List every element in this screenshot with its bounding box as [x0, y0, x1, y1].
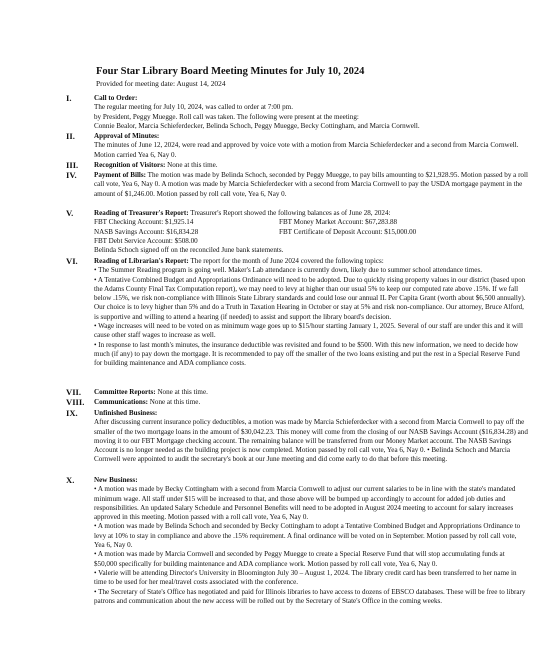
section-recognition-of-visitors — [66, 161, 528, 170]
bullet-item: • A motion was made by Belinda Schoch and seconded by Becky Cottingham to adopt a Tentative Combined Budget and Appropriations Ordinance to levy at 10% to stay in compliance and above the .15% requirement. A final ordinance will be voted on in September. Motion passed by roll call vote, Yea 6, Nay 0. — [94, 522, 521, 550]
section-text: None at this time. — [149, 398, 201, 406]
section-line: by President, Peggy Muegge. Roll call was taken. The following were present at the meeting: — [94, 112, 359, 121]
section-heading: Payment of Bills: — [94, 171, 147, 179]
balance-cell: FBT Debt Service Account: $508.00 — [94, 236, 198, 245]
bullet-item: • In response to last month's minutes, the insurance deductible was revisited and found to be $500. With this new information, we need to decide how much (if any) to pay down the mortgage. It is recommended to pay off the smaller of the two loans existing and put the rest in a Special Reserve Fund for building maintenance and ADA compliance costs. — [94, 340, 520, 368]
section-heading: Recognition of Visitors: — [94, 161, 166, 169]
section-heading: Call to Order: — [94, 94, 138, 102]
section-text: The report for the month of June 2024 covered the following topics: — [190, 257, 384, 265]
bullet-item: • The Summer Reading program is going well. Maker's Lab attendance is currently down, likely due to summer school attendance times. — [94, 266, 482, 275]
bullet-item: • The Secretary of State's Office has negotiated and paid for Illinois libraries to have access to dozens of EBSCO databases. These will be free to library patrons and communication about the new access will be rolled out by the Secretary of State's Office in the coming weeks. — [94, 587, 526, 605]
section-number: VIII. — [66, 397, 85, 407]
balance-cell: FBT Checking Account: $1,925.14 — [94, 218, 194, 227]
bullet-item: • A motion was made by Becky Cottingham with a second from Marcia Cornwell to adjust our current salaries to be in line with the state's mandated minimum wage. All staff under $15 will be increased to that, and those above will be bumped up accordingly to account for added job duties and responsibilities. An updated Salary Schedule and Personnel Benefits will need to be adopted in August 2024 meeting to account for salary increases approved in this meeting. Motion passed with a roll call vote, Yea 6, Nay 0. — [94, 485, 516, 522]
section-text: None at this time. — [167, 161, 218, 169]
section-call-to-order — [66, 94, 528, 131]
section-heading: Reading of Librarian's Report: — [94, 257, 189, 265]
section-text: None at this time. — [157, 388, 208, 396]
section-unfinished-business — [66, 409, 528, 465]
section-number: II. — [66, 131, 75, 141]
section-heading: New Business: — [94, 476, 138, 484]
section-number: VI. — [66, 256, 78, 266]
section-number: I. — [66, 93, 72, 103]
section-text: Treasurer's Report showed the following balances as of June 28, 2024: — [190, 209, 391, 217]
balance-cell — [279, 237, 528, 246]
section-heading: Unfinished Business: — [94, 409, 158, 417]
section-heading: Reading of Treasurer's Report: — [94, 209, 189, 217]
section-line: Connie Bealor, Marcia Schieferdecker, Belinda Schoch, Peggy Muegge, Becky Cottingham, and Marcia Cornwell. — [94, 121, 420, 130]
section-footer: Belinda Schoch signed off on the reconciled June bank statements. — [94, 246, 284, 255]
section-treasurers-report — [66, 209, 528, 255]
section-payment-of-bills — [66, 171, 528, 199]
section-new-business — [66, 476, 528, 606]
section-text: The minutes of June 12, 2024, were read and approved by voice vote with a motion from Marcia Schieferdecker and a second from Marcia Cornwell. Motion carried Yea 6, Nay 0. — [94, 141, 519, 159]
section-text: The motion was made by Belinda Schoch, seconded by Peggy Muegge, to pay bills amounting to $21,928.95. Motion passed by a roll call vote, Yea 6, Nay 0. A motion was made by Marcia Schieferdecker with a second from Marcia Cornwell to pay the USDA mortgage payment in the amount of $1,246.00. Motion passed by roll call vote, Yea 6, Nay 0. — [94, 171, 528, 198]
balances-table — [94, 218, 528, 246]
document-subtitle: Provided for meeting date: August 14, 2024 — [96, 79, 226, 88]
section-number: IX. — [66, 408, 78, 418]
section-number: V. — [66, 208, 74, 218]
balance-cell: NASB Savings Account: $16,834.28 — [94, 227, 199, 236]
bullet-item: • Wage increases will need to be voted on as minimum wage goes up to $15/hour starting January 1, 2025. Several of our staff are under this and it will cause other staff wages to increase as well. — [94, 322, 523, 340]
section-committee-reports — [66, 388, 528, 397]
section-heading: Approval of Minutes: — [94, 132, 160, 140]
bullet-item: • Valerie will be attending Director's University in Bloomington July 30 – August 1, 2024. The library credit card has been transferred to her name in time to be used for her meal/travel costs associated with the conference. — [94, 568, 517, 587]
section-number: IV. — [66, 170, 77, 180]
balance-cell: FBT Money Market Account: $67,283.88 — [279, 218, 398, 227]
section-number: III. — [66, 160, 79, 170]
section-number: VII. — [66, 387, 82, 397]
document-title: Four Star Library Board Meeting Minutes for July 10, 2024 — [96, 66, 365, 77]
section-librarians-report — [66, 257, 528, 369]
section-line: The regular meeting for July 10, 2024, was called to order at 7:00 pm. — [94, 103, 293, 112]
section-number: X. — [66, 475, 75, 485]
balance-cell: FBT Certificate of Deposit Account: $15,000.00 — [279, 227, 417, 236]
section-heading: Communications: — [94, 398, 148, 406]
section-communications — [66, 398, 528, 407]
bullet-item: • A Tentative Combined Budget and Appropriations Ordinance will need to be adopted. Due to quickly rising property values in our district (based upon the Adams County Final Tax Computation report), we may need to levy at higher than our usual 5% to keep our computed rate above .15%. If we fall below .15%, we risk non-compliance with Illinois State Library standards and could lose our annual IL Per Capita Grant (worth about $6,500 annually). Our choice is to levy higher than 5% and do a Truth in Taxation Hearing in October or stay at 5% and risk non-compliance. Our attorney, Bruce Alford, is supportive and willing to attend a hearing (if needed) to assist and support the library board's decision. — [94, 275, 526, 321]
section-text: After discussing current insurance policy deductibles, a motion was made by Marcia Schieferdecker with a second from Marcia Cornwell to pay off the smaller of the two mortgage loans in the amount of $30,042.23. This money will come from the closing of our NASB Savings Account ($16,834.28) and moving it to our FBT Mortgage checking account. The remaining balance will be transferred from our Money Market account. The NASB Savings Account is no longer needed as the building project is now completed. Motion passed by roll call vote, Yea 6, Nay 0. • Belinda Schoch and Marcia Cornwell were appointed to audit the secretary's book at our June meeting and did come early to do that before this meeting. — [94, 418, 528, 464]
section-approval-of-minutes — [66, 132, 528, 160]
section-heading: Committee Reports: — [94, 388, 156, 396]
bullet-item: • A motion was made by Marcia Cornwell and seconded by Peggy Muegge to create a Special Reserve Fund that will stop accumulating funds at $50,000 specifically for building maintenance and ADA compliance work. Motion passed by roll call vote, Yea 6, Nay 0. — [94, 550, 505, 568]
